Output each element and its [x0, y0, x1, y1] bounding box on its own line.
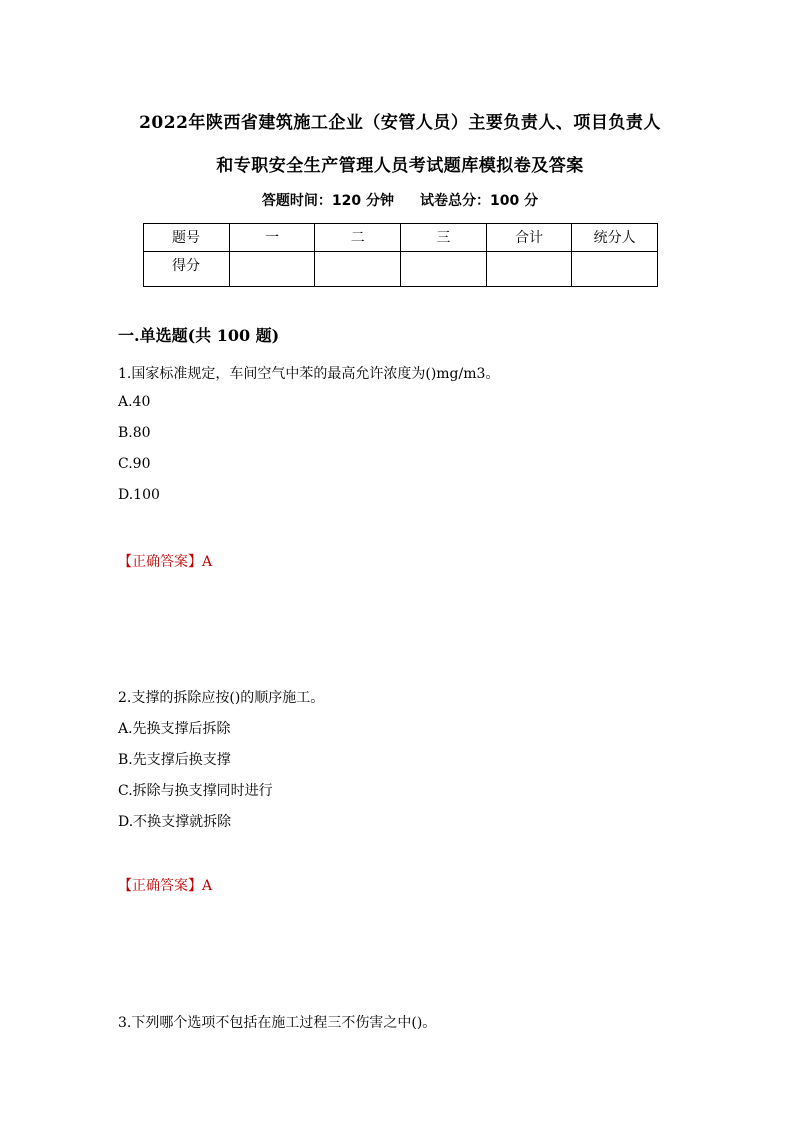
question-option: A.先换支撑后拆除 — [118, 721, 231, 737]
score-header-cell: 统分人 — [572, 224, 658, 252]
score-header-cell: 三 — [401, 224, 487, 252]
question-stem: 1.国家标准规定，车间空气中苯的最高允许浓度为()mg/m3。 — [118, 366, 500, 382]
question-stem: 3.下列哪个选项不包括在施工过程三不伤害之中()。 — [118, 1015, 437, 1031]
question-option: C.90 — [118, 456, 151, 472]
correct-answer: 【正确答案】A — [118, 878, 213, 894]
score-cell — [229, 252, 315, 287]
question-stem: 2.支撑的拆除应按()的顺序施工。 — [118, 690, 325, 706]
correct-answer: 【正确答案】A — [118, 554, 213, 570]
score-header-cell: 题号 — [144, 224, 230, 252]
score-header-cell: 一 — [229, 224, 315, 252]
question-option: D.100 — [118, 487, 160, 503]
question-option: B.80 — [118, 425, 151, 441]
section-heading: 一.单选题(共 100 题) — [118, 326, 280, 345]
score-cell — [401, 252, 487, 287]
exam-info — [0, 190, 800, 210]
exam-title-line-2: 和专职安全生产管理人员考试题库模拟卷及答案 — [216, 156, 584, 176]
score-header-cell: 合计 — [486, 224, 572, 252]
score-cell — [572, 252, 658, 287]
score-header-cell: 二 — [315, 224, 401, 252]
question-option: B.先支撑后换支撑 — [118, 752, 231, 768]
exam-title-line-1: 2022年陕西省建筑施工企业（安管人员）主要负责人、项目负责人 — [139, 113, 661, 133]
question-option: A.40 — [118, 394, 151, 410]
question-option: D.不换支撑就拆除 — [118, 814, 232, 830]
score-table-score-row — [144, 252, 658, 287]
exam-time: 答题时间：120 分钟 — [261, 193, 394, 209]
score-table — [143, 223, 658, 287]
score-cell — [315, 252, 401, 287]
score-cell — [486, 252, 572, 287]
score-table-header-row — [144, 224, 658, 252]
exam-total-score: 试卷总分：100 分 — [420, 193, 539, 209]
question-option: C.拆除与换支撑同时进行 — [118, 783, 273, 799]
score-row-label: 得分 — [144, 252, 230, 287]
